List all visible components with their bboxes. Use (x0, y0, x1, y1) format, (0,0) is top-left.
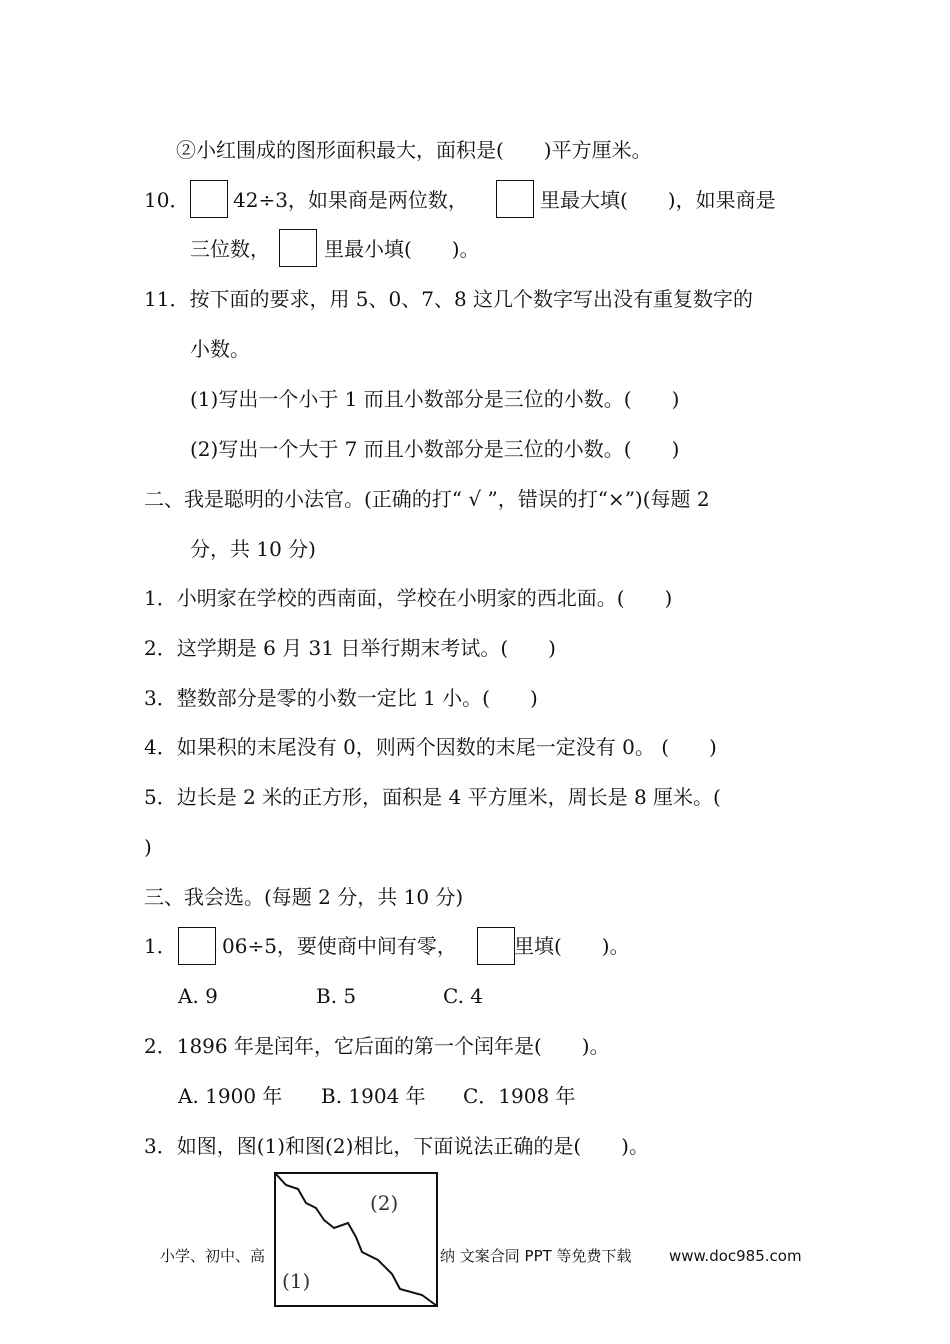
s3-q1-blank-box-1[interactable] (178, 927, 216, 965)
footer-url[interactable]: www.doc985.com (669, 1247, 802, 1265)
section2-item-3: 3．整数部分是零的小数一定比 1 小。( ) (144, 686, 538, 710)
section2-item-5-cont: ) (144, 835, 152, 859)
q9-part2-text: ②小红围成的图形面积最大，面积是( )平方厘米。 (176, 138, 652, 162)
section2-title-line1: 二、我是聪明的小法官。(正确的打“ √ ”，错误的打“×”)(每题 2 (144, 487, 710, 511)
figure-label-1: (1) (282, 1269, 311, 1293)
section3-title: 三、我会选。(每题 2 分，共 10 分) (144, 885, 464, 909)
q11-line2: 小数。 (190, 337, 250, 361)
s3-q3-figure (272, 1170, 442, 1310)
s3-q2-option-b[interactable]: B. 1904 年 (321, 1084, 426, 1108)
section2-item-2: 2．这学期是 6 月 31 日举行期末考试。( ) (144, 636, 556, 660)
section2-item-1: 1．小明家在学校的西南面，学校在小明家的西北面。( ) (144, 586, 673, 610)
q10-blank-box-2[interactable] (496, 180, 534, 218)
q10-number: 10． (144, 188, 190, 212)
s3-q2-text: 2．1896 年是闰年，它后面的第一个闰年是( )。 (144, 1034, 610, 1058)
q11-part2: (2)写出一个大于 7 而且小数部分是三位的小数。( ) (190, 437, 680, 461)
s3-q1-option-b[interactable]: B. 5 (316, 984, 357, 1008)
footer-left-text: 小学、初中、高 (160, 1247, 266, 1265)
s3-q1-option-c[interactable]: C. 4 (443, 984, 484, 1008)
q10-text-c: 三位数， (190, 237, 270, 261)
s3-q1-text-a: 06÷5，要使商中间有零， (222, 934, 457, 958)
s3-q1-option-a[interactable]: A. 9 (178, 984, 218, 1008)
section2-item-5: 5．边长是 2 米的正方形，面积是 4 平方厘米，周长是 8 厘米。( (144, 785, 721, 809)
s3-q2-option-c[interactable]: C．1908 年 (463, 1084, 576, 1108)
q10-blank-box-1[interactable] (190, 180, 228, 218)
q10-text-d: 里最小填( )。 (324, 237, 480, 261)
q10-text-b: 里最大填( )，如果商是 (540, 188, 776, 212)
q11-line1: 11．按下面的要求，用 5、0、7、8 这几个数字写出没有重复数字的 (144, 287, 754, 311)
s3-q1-text-b: 里填( )。 (514, 934, 630, 958)
figure-label-2: (2) (370, 1191, 399, 1215)
q10-text-a: 42÷3，如果商是两位数， (233, 188, 468, 212)
q11-part1: (1)写出一个小于 1 而且小数部分是三位的小数。( ) (190, 387, 680, 411)
s3-q2-option-a[interactable]: A. 1900 年 (178, 1084, 283, 1108)
section2-title-line2: 分，共 10 分) (190, 537, 316, 561)
q10-blank-box-3[interactable] (279, 229, 317, 267)
s3-q1-blank-box-2[interactable] (477, 927, 515, 965)
s3-q1-number: 1． (144, 934, 177, 958)
s3-q3-text: 3．如图，图(1)和图(2)相比，下面说法正确的是( )。 (144, 1134, 649, 1158)
section2-item-4: 4．如果积的末尾没有 0，则两个因数的末尾一定没有 0。 ( ) (144, 735, 717, 759)
footer-right-text: 纳 文案合同 PPT 等免费下载 (440, 1247, 632, 1265)
